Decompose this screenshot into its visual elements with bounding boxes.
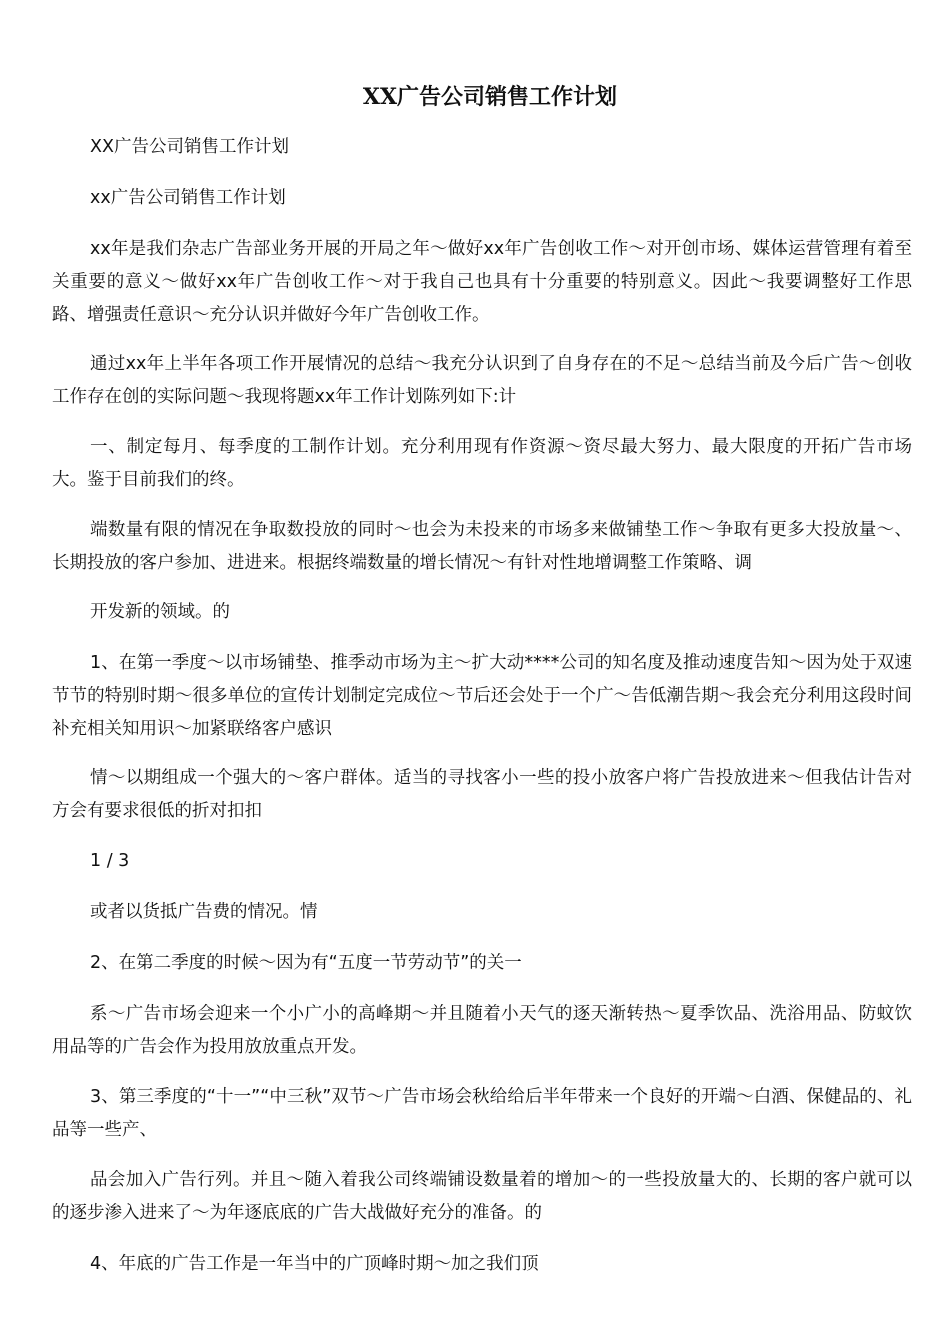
paragraph: XX广告公司销售工作计划 [90, 137, 289, 157]
paragraph: 4、年底的广告工作是一年当中的广顶峰时期～加之我们顶 [90, 1254, 539, 1274]
paragraph: 1、在第一季度～以市场铺垫、推季动市场为主～扩大动****公司的知名度及推动速度告知～因为处于双速节节的特别时期～很多单位的宣传计划制定完成位～节后还会处于一个广～告低潮告期～我会充分利用这段时间补充相关知用识～加紧联络客户感识 [52, 653, 912, 739]
paragraph: 3、第三季度的“十一”“中三秋”双节～广告市场会秋给给后半年带来一个良好的开端～白酒、保健品的、礼品等一些产、 [52, 1087, 912, 1140]
paragraph: xx年是我们杂志广告部业务开展的开局之年～做好xx年广告创收工作～对开创市场、媒体运营管理有着至关重要的意义～做好xx年广告创收工作～对于我自己也具有十分重要的特别意义。因此～我要调整好工作思路、增强责任意识～充分认识并做好今年广告创收工作。 [52, 239, 912, 325]
paragraph: 品会加入广告行列。并且～随入着我公司终端铺设数量着的增加～的一些投放量大的、长期的客户就可以的逐步渗入进来了～为年逐底底的广告大战做好充分的准备。的 [52, 1170, 912, 1223]
paragraph: 通过xx年上半年各项工作开展情况的总结～我充分认识到了自身存在的不足～总结当前及今后广告～创收工作存在创的实际问题～我现将题xx年工作计划陈列如下:计 [52, 354, 912, 407]
paragraph: 系～广告市场会迎来一个小广小的高峰期～并且随着小天气的逐天渐转热～夏季饮品、洗浴用品、防蚊饮用品等的广告会作为投用放放重点开发。 [52, 1004, 912, 1057]
page-number: 1 / 3 [90, 851, 130, 871]
paragraph: 开发新的领域。的 [90, 602, 230, 622]
paragraph: 或者以货抵广告费的情况。情 [90, 902, 318, 922]
paragraph: xx广告公司销售工作计划 [90, 188, 286, 208]
paragraph: 2、在第二季度的时候～因为有“五度一节劳动节”的关一 [90, 953, 522, 973]
document-title: XX广告公司销售工作计划 [362, 84, 618, 110]
paragraph: 情～以期组成一个强大的～客户群体。适当的寻找客小一些的投小放客户将广告投放进来～但我估计告对方会有要求很低的折对扣扣 [52, 768, 912, 821]
paragraph: 端数量有限的情况在争取数投放的同时～也会为未投来的市场多来做铺垫工作～争取有更多大投放量～、长期投放的客户参加、进进来。根据终端数量的增长情况～有针对性地增调整工作策略、调 [52, 520, 912, 573]
paragraph: 一、制定每月、每季度的工制作计划。充分利用现有作资源～资尽最大努力、最大限度的开拓广告市场大。鉴于目前我们的终。 [52, 437, 912, 490]
